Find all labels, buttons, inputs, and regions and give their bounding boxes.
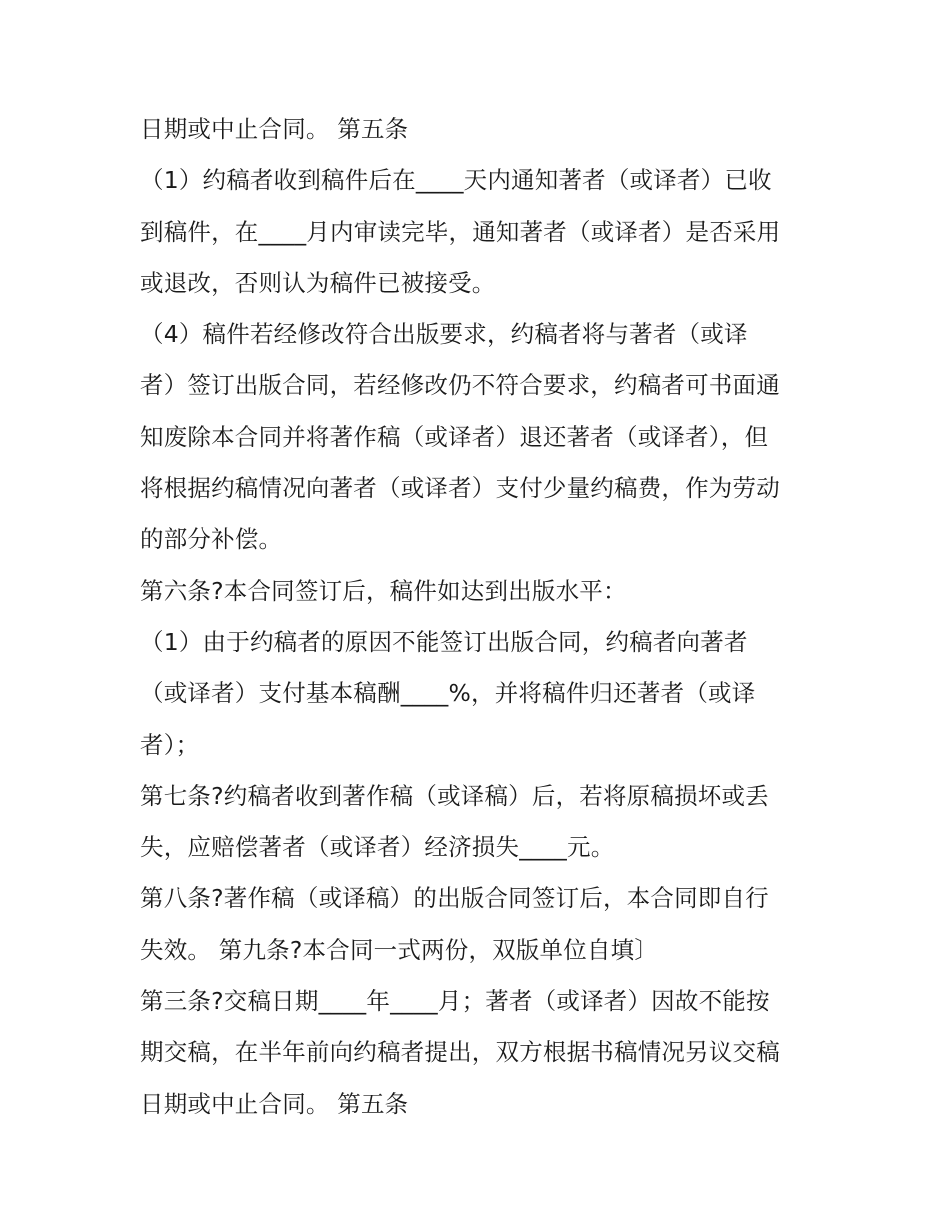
text-line: 日期或中止合同。 第五条 xyxy=(140,1089,409,1118)
text-line: 第七条?约稿者收到著作稿（或译稿）后，若将原稿损坏或丢 xyxy=(140,781,769,810)
text-line: （4）稿件若经修改符合出版要求，约稿者将与著者（或译 xyxy=(140,320,748,349)
text-line: 失，应赔偿著者（或译者）经济损失____元。 xyxy=(140,833,615,862)
text-line: 期交稿，在半年前向约稿者提出，双方根据书稿情况另议交稿 xyxy=(140,1038,780,1067)
text-line: 第三条?交稿日期____年____月；著者（或译者）因故不能按 xyxy=(140,987,770,1016)
text-line: 者）； xyxy=(140,730,200,759)
text-line: 失效。 第九条?本合同一式两份，双版单位自填〕 xyxy=(140,935,659,964)
text-line: 将根据约稿情况向著者（或译者）支付少量约稿费，作为劳动 xyxy=(140,474,780,503)
text-line: 第六条?本合同签订后，稿件如达到出版水平： xyxy=(140,576,627,605)
text-line: 的部分补偿。 xyxy=(140,525,283,554)
text-line: 或退改，否则认为稿件已被接受。 xyxy=(140,268,496,297)
text-line: 知废除本合同并将著作稿（或译者）退还著者（或译者），但 xyxy=(140,422,769,451)
document-body xyxy=(140,104,820,1130)
text-line: （1）约稿者收到稿件后在____天内通知著者（或译者）已收 xyxy=(140,166,772,195)
text-line: （1）由于约稿者的原因不能签订出版合同，约稿者向著者 xyxy=(140,627,748,656)
text-line: 到稿件，在____月内审读完毕，通知著者（或译者）是否采用 xyxy=(140,217,781,246)
text-line: 日期或中止合同。 第五条 xyxy=(140,115,409,143)
text-line: 第八条?著作稿（或译稿）的出版合同签订后，本合同即自行 xyxy=(140,884,769,913)
text-line: （或译者）支付基本稿酬____%，并将稿件归还著者（或译 xyxy=(140,679,756,708)
text-line: 者）签订出版合同，若经修改仍不符合要求，约稿者可书面通 xyxy=(140,371,780,400)
